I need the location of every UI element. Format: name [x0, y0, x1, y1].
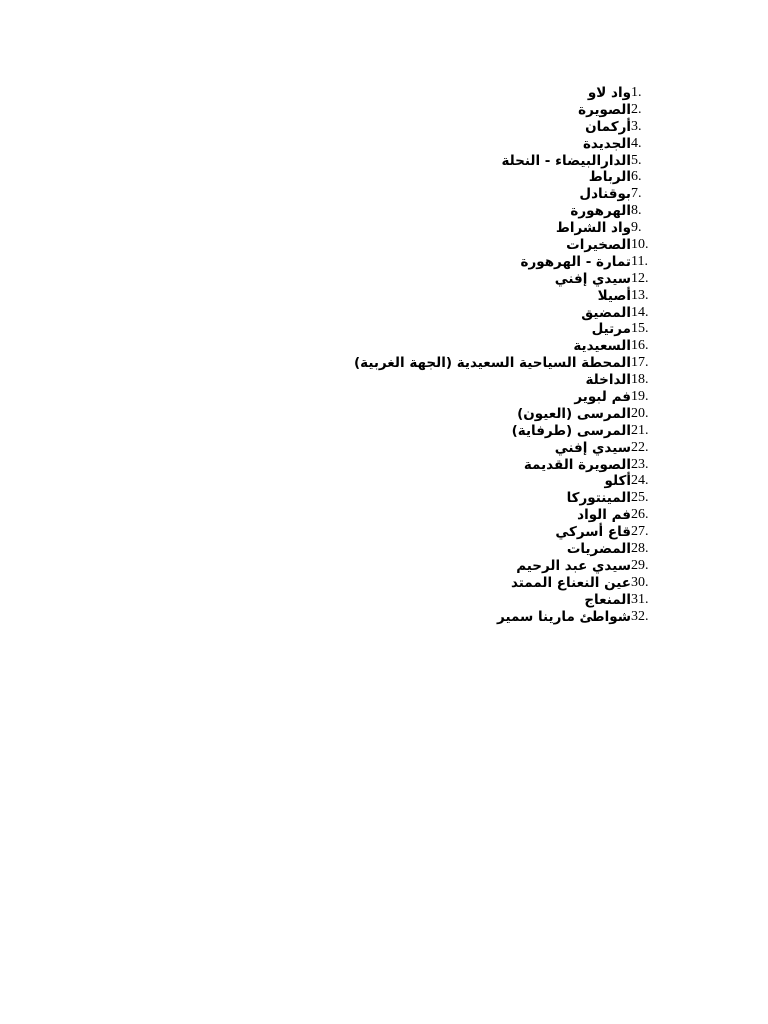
list-item-name: الصويرة	[578, 101, 631, 118]
list-item	[236, 321, 676, 338]
list-item-name: قاع أسركي	[555, 524, 631, 541]
list-item	[236, 558, 676, 575]
list-item-number: 26.	[631, 507, 649, 523]
list-item-number: 29.	[631, 557, 649, 573]
list-item-number: 28.	[631, 541, 649, 557]
list-item-name: عين النعناع الممتد	[510, 574, 631, 591]
list-item-number: 18.	[631, 372, 649, 388]
list-item-name: سيدي عبد الرحيم	[516, 557, 631, 574]
list-item	[236, 237, 676, 254]
list-item	[236, 592, 676, 609]
list-item	[236, 507, 676, 524]
list-item-number: 24.	[631, 473, 649, 489]
list-item-number: 1.	[631, 85, 642, 100]
list-item-number: 14.	[631, 304, 649, 320]
list-item	[236, 389, 676, 406]
list-item	[236, 305, 676, 322]
list-item	[236, 338, 676, 355]
list-item	[236, 186, 676, 203]
list-item	[236, 609, 676, 626]
list-item-number: 10.	[631, 237, 649, 253]
list-item-name: المينتوركا	[566, 490, 631, 507]
list-item-name: أكلو	[604, 473, 631, 490]
list-item-number: 30.	[631, 574, 649, 590]
list-item	[236, 136, 676, 153]
list-item	[236, 372, 676, 389]
list-item-number: 21.	[631, 422, 649, 438]
list-item-name: فم الواد	[577, 507, 631, 524]
list-item-number: 2.	[631, 101, 642, 117]
list-item-name: الهرهورة	[570, 203, 631, 220]
list-item-name: فم لبوير	[574, 389, 631, 406]
list-item	[236, 473, 676, 490]
list-item-name: المرسى (طرفاية)	[511, 422, 631, 439]
list-item	[236, 119, 676, 136]
list-item	[236, 423, 676, 440]
list-item-number: 27.	[631, 524, 649, 540]
list-item-name: سيدي إفني	[554, 439, 631, 456]
list-item-name: بوقنادل	[579, 186, 631, 203]
list-item-number: 7.	[631, 186, 642, 202]
beach-list	[236, 85, 676, 626]
list-item-number: 32.	[631, 608, 649, 624]
list-item	[236, 169, 676, 186]
list-item-number: 22.	[631, 439, 649, 455]
list-item-name: الرباط	[588, 169, 631, 186]
list-item	[236, 153, 676, 170]
list-item-name: أركمان	[585, 118, 631, 135]
list-item-name: مرتيل	[591, 321, 631, 338]
list-item	[236, 203, 676, 220]
list-item	[236, 541, 676, 558]
list-item	[236, 355, 676, 372]
list-item-number: 12.	[631, 270, 649, 286]
list-item-name: المضيق	[581, 304, 631, 321]
list-item-number: 25.	[631, 490, 649, 506]
list-item-number: 16.	[631, 338, 649, 354]
list-item-number: 5.	[631, 152, 642, 168]
list-item-name: المضريات	[566, 541, 631, 558]
list-item-number: 15.	[631, 321, 649, 337]
list-item-number: 3.	[631, 118, 642, 134]
list-item-number: 11.	[631, 253, 648, 269]
list-item	[236, 85, 676, 102]
list-item	[236, 575, 676, 592]
list-item-number: 23.	[631, 456, 649, 472]
list-item	[236, 440, 676, 457]
list-item-name: سيدي إفني	[554, 270, 631, 287]
list-item-name: الصخيرات	[566, 237, 631, 254]
list-item-name: الدارالبيضاء - النحلة	[501, 152, 631, 169]
list-item-name: أصيلا	[597, 287, 631, 304]
list-item	[236, 102, 676, 119]
list-item	[236, 220, 676, 237]
list-item	[236, 406, 676, 423]
list-item	[236, 271, 676, 288]
list-item	[236, 524, 676, 541]
list-item-number: 13.	[631, 287, 649, 303]
list-item-number: 19.	[631, 389, 649, 405]
list-item	[236, 490, 676, 507]
list-item-number: 6.	[631, 169, 642, 185]
list-item-name: شواطئ مارينا سمير	[497, 608, 631, 625]
list-item-name: المحطة السياحية السعيدية (الجهة الغربية)	[353, 355, 631, 372]
list-item-number: 20.	[631, 405, 649, 421]
list-item-name: الصويرة القديمة	[523, 456, 631, 473]
list-item-name: الجديدة	[582, 135, 631, 152]
list-item-name: المرسى (العيون)	[517, 405, 631, 422]
list-item-name: تمارة - الهرهورة	[520, 253, 631, 270]
list-item-name: السعيدية	[573, 338, 631, 355]
list-item-name: واد الشراط	[555, 220, 631, 237]
list-item-number: 31.	[631, 591, 649, 607]
list-item-name: المنعاج	[584, 591, 631, 608]
list-item-number: 4.	[631, 135, 642, 151]
list-item	[236, 254, 676, 271]
list-item-number: 17.	[631, 355, 649, 371]
list-item-name: واد لاو	[587, 85, 631, 101]
list-item-name: الداخلة	[585, 372, 631, 389]
list-item	[236, 288, 676, 305]
list-item	[236, 457, 676, 474]
list-item-number: 9.	[631, 220, 642, 236]
list-item-number: 8.	[631, 203, 642, 219]
